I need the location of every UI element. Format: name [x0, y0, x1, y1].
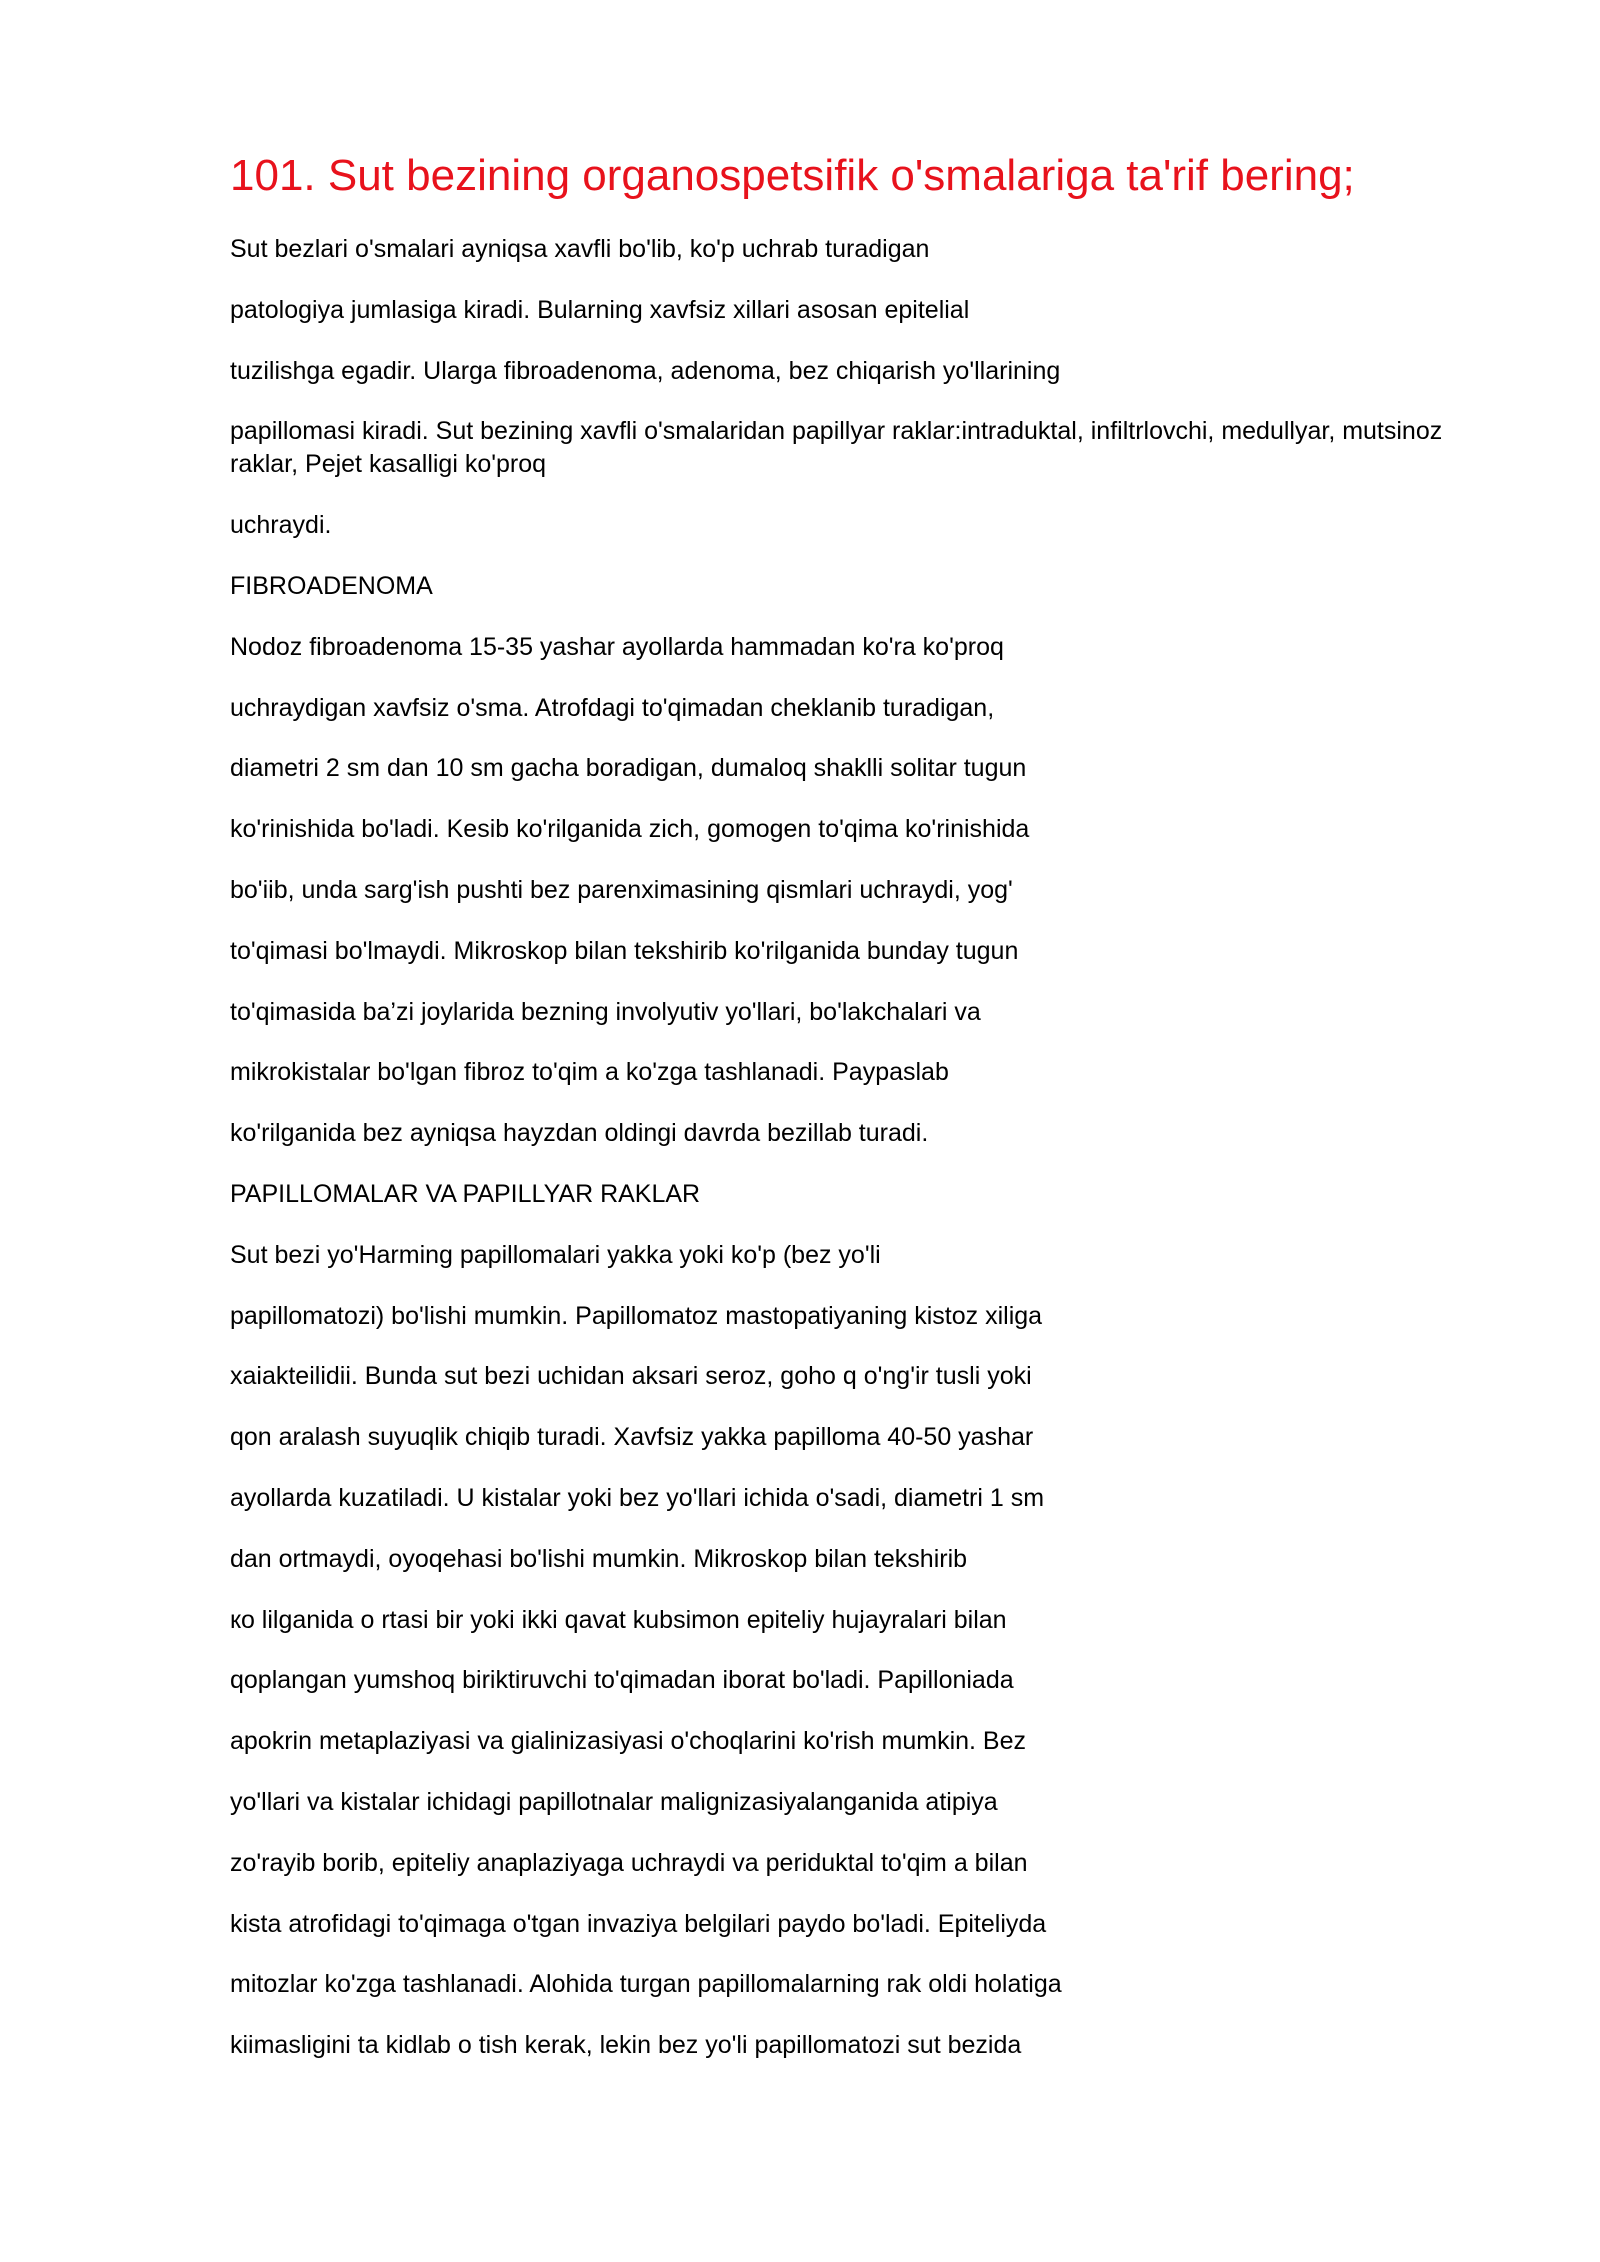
section-heading-fibroadenoma: FIBROADENOMA — [230, 571, 433, 600]
text-line: uchraydi. — [230, 511, 332, 540]
page-title: 101. Sut bezining organospetsifik o'smalariga ta'rif bering; — [230, 151, 1355, 200]
text-line: diametri 2 sm dan 10 sm gacha boradigan, dumaloq shaklli solitar tugun — [230, 754, 1027, 783]
text-line: Nodoz fibroadenoma 15-35 yashar ayollarda hammadan ko'ra ko'proq — [230, 632, 1004, 661]
text-line: uchraydigan xavfsiz o'sma. Atrofdagi to'qimadan cheklanib turadigan, — [230, 693, 995, 722]
text-line: bo'iib, unda sarg'ish pushti bez parenximasining qismlari uchraydi, yog' — [230, 875, 1013, 904]
text-line: tuzilishga egadir. Ularga fibroadenoma, adenoma, bez chiqarish yo'llarining — [230, 356, 1061, 385]
document-body — [230, 233, 1510, 2090]
text-line: zo'rayib borib, epiteliy anaplaziyaga uchraydi va periduktal to'qim a bilan — [230, 1848, 1028, 1877]
text-line: kista atrofidagi to'qimaga o'tgan invaziya belgilari paydo bo'ladi. Epiteliyda — [230, 1909, 1047, 1938]
text-line: Sut bezlari o'smalari ayniqsa xavfli bo'lib, ko'p uchrab turadigan — [230, 235, 930, 263]
text-line: to'qimasida ba’zi joylarida bezning involyutiv yo'llari, bo'lakchalari va — [230, 997, 981, 1026]
text-line: кo lilganida o rtasi bir yoki ikki qavat kubsimon epiteliy hujayralari bilan — [230, 1605, 1007, 1634]
text-line: dan ortmaydi, oyoqehasi bo'lishi mumkin. Mikroskop bilan tekshirib — [230, 1544, 968, 1573]
section-heading-papillomalar: PAPILLOMALAR VA PAPILLYAR RAKLAR — [230, 1179, 701, 1208]
text-line: kiimasligini ta kidlab o tish kerak, lekin bez yo'li papillomatozi sut bezida — [230, 2031, 1022, 2060]
text-line: Sut bezi yo'Harming papillomalari yakka yoki ko'p (bez yo'li — [230, 1240, 881, 1269]
text-line: xaiakteilidii. Bunda sut bezi uchidan aksari seroz, goho q o'ng'ir tusli yoki — [230, 1362, 1032, 1391]
text-line: papillomasi kiradi. Sut bezining xavfli o'smalaridan papillyar raklar:intraduktal, infiltrlovchi, medullyar, mutsinoz raklar, Pejet kasalligi ko'proq — [230, 417, 1443, 479]
text-line: ayollarda kuzatiladi. U kistalar yoki bez yo'llari ichida o'sadi, diametri 1 sm — [230, 1483, 1045, 1512]
text-line: qoplangan yumshoq biriktiruvchi to'qimadan iborat bo'ladi. Papilloniada — [230, 1666, 1014, 1695]
text-line: yo'llari va kistalar ichidagi papillotnalar malignizasiyalanganida atipiya — [230, 1787, 998, 1816]
text-line: ko'rilganida bez ayniqsa hayzdan oldingi davrda bezillab turadi. — [230, 1119, 929, 1148]
text-line: papillomatozi) bo'lishi mumkin. Papillomatoz mastopatiyaning kistoz xiliga — [230, 1301, 1043, 1330]
text-line: mikrokistalar bo'lgan fibroz to'qim a ko'zga tashlanadi. Paypaslab — [230, 1058, 949, 1087]
text-line: mitozlar ko'zga tashlanadi. Alohida turgan papillomalarning rak oldi holatiga — [230, 1970, 1062, 1999]
text-line: ko'rinishida bo'ladi. Kesib ko'rilganida zich, gomogen to'qima ko'rinishida — [230, 815, 1030, 844]
text-line: to'qimasi bo'lmaydi. Mikroskop bilan tekshirib ko'rilganida bunday tugun — [230, 936, 1019, 965]
text-line: qon aralash suyuqlik chiqib turadi. Xavfsiz yakka papilloma 40-50 yashar — [230, 1423, 1034, 1452]
text-line: apokrin metaplaziyasi va gialinizasiyasi o'choqlarini ko'rish mumkin. Bez — [230, 1727, 1026, 1756]
text-line: patologiya jumlasiga kiradi. Bularning xavfsiz xillari asosan epitelial — [230, 295, 970, 324]
